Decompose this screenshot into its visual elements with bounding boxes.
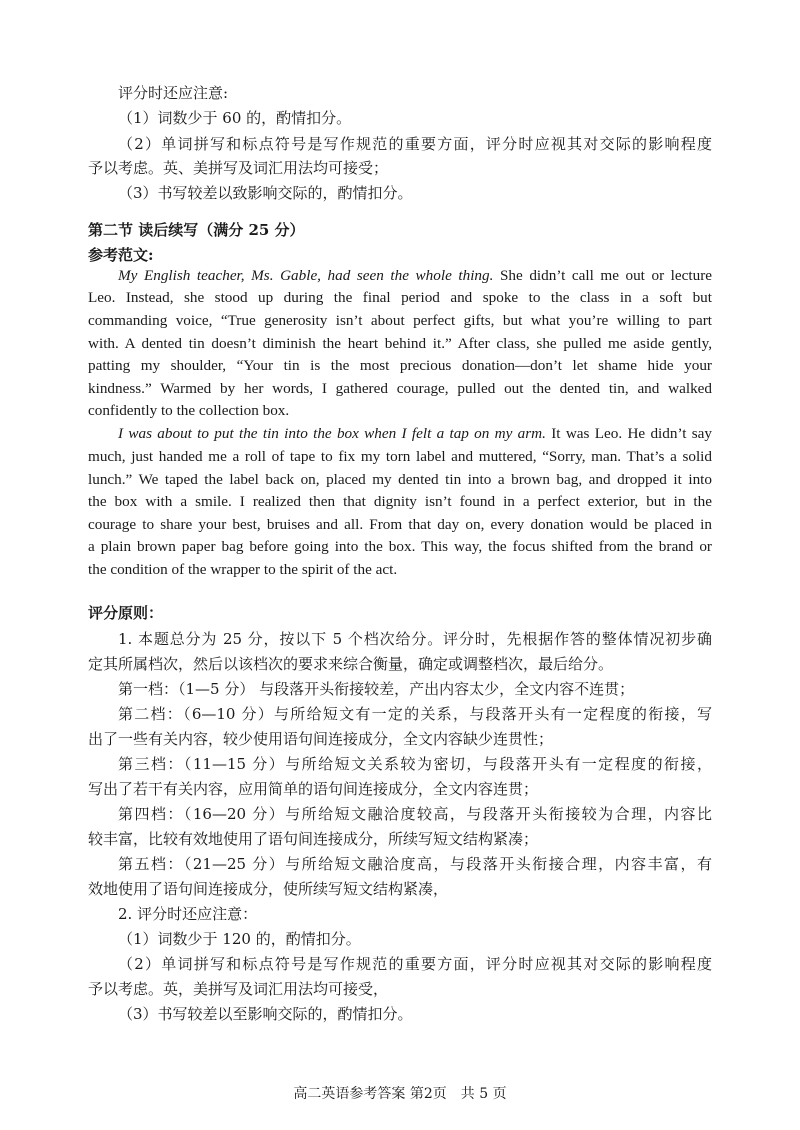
essay-p1-line1 — [118, 267, 712, 285]
essay-p1-line4: with. A dented tin doesn’t diminish the heart behind it.” After class, she pulled me aside gently, — [88, 335, 712, 352]
level2-criteria-line1: 第二档：（6—10 分）与所给短文有一定的关系，与段落开头有一定程度的衔接，写 — [118, 705, 712, 723]
essay-p1-line3: commanding voice, “True generosity isn’t about perfect gifts, but what you’re willing to part — [88, 312, 712, 329]
scoring-note-spelling-line1: （2）单词拼写和标点符号是写作规范的重要方面，评分时应视其对交际的影响程度 — [118, 955, 712, 973]
scoring-note-word-count: （1）词数少于 120 的，酌情扣分。 — [118, 930, 361, 948]
level3-criteria-line2: 写出了若干有关内容，应用简单的语句间连接成分，全文内容连贯； — [88, 780, 539, 798]
level3-criteria-line1: 第三档：（11—15 分）与所给短文关系较为密切，与段落开头有一定程度的衔接， — [118, 755, 712, 773]
essay-p1-lead-sentence: My English teacher, Ms. Gable, had seen the whole thing. — [118, 267, 494, 284]
essay-p2-line5: courage to share your best, bruises and all. From that day on, every donation would be placed in — [88, 516, 712, 533]
scoring-title: 评分原则： — [88, 604, 164, 622]
page-footer: 高二英语参考答案 第2页 共 5 页 — [293, 1086, 507, 1102]
level5-criteria-line2: 效地使用了语句间连接成分，使所续写短文结构紧凑， — [88, 880, 449, 898]
scoring-note-spelling-line2: 予以考虑。英，美拼写及词汇用法均可接受， — [88, 980, 389, 998]
essay-p1-line2: Leo. Instead, she stood up during the final period and spoke to the class in a soft but — [88, 289, 712, 306]
scoring-p1-line2: 定其所属档次，然后以该档次的要求来综合衡量，确定或调整档次，最后给分。 — [88, 655, 614, 673]
level5-criteria-line1: 第五档：（21—25 分）与所给短文融洽度高，与段落开头衔接合理，内容丰富，有 — [118, 855, 712, 873]
scoring-note-handwriting: （3）书写较差以至影响交际的，酌情扣分。 — [118, 1005, 413, 1023]
level1-criteria: 第一档：（1—5 分） 与段落开头衔接较差，产出内容太少，全文内容不连贯； — [118, 680, 635, 698]
note-spelling-line2: 予以考虑。英、美拼写及词汇用法均可接受； — [88, 159, 389, 177]
essay-p2-line3: lunch.” We taped the label back on, placed my dented tin into a brown bag, and dropped it into — [88, 471, 712, 488]
scoring-p1-line1: 1. 本题总分为 25 分，按以下 5 个档次给分。评分时，先根据作答的整体情况初步确 — [118, 630, 712, 648]
essay-p2-line1-rest: It was Leo. He didn’t say — [545, 425, 713, 442]
level4-criteria-line2: 较丰富，比较有效地使用了语句间连接成分，所续写短文结构紧凑； — [88, 830, 539, 848]
section2-title: 第二节 读后续写（满分 25 分） — [88, 221, 305, 239]
essay-p2-line2: much, just handed me a roll of tape to fix my torn label and muttered, “Sorry, man. That’s a solid — [88, 448, 712, 465]
level4-criteria-line1: 第四档：（16—20 分）与所给短文融洽度较高，与段落开头衔接较为合理，内容比 — [118, 805, 712, 823]
essay-p1-line5: patting my shoulder, “Your tin is the most precious donation—don’t let shame hide your — [88, 357, 712, 374]
notes-heading: 评分时还应注意: — [118, 84, 229, 102]
note-spelling-line1: （2）单词拼写和标点符号是写作规范的重要方面，评分时应视其对交际的影响程度 — [118, 135, 712, 153]
essay-p1-line7: confidently to the collection box. — [88, 402, 290, 419]
scoring-notes-heading: 2. 评分时还应注意： — [118, 905, 258, 923]
essay-p2-line4: the box with a smile. I realized then that dignity isn’t found in a perfect exterior, but in the — [88, 493, 712, 510]
essay-p2-line6: a plain brown paper bag before going into the box. This way, the focus shifted from the brand or — [88, 538, 712, 555]
note-handwriting: （3）书写较差以致影响交际的，酌情扣分。 — [118, 184, 413, 202]
sample-essay-label: 参考范文: — [88, 246, 154, 264]
level2-criteria-line2: 出了一些有关内容，较少使用语句间连接成分，全文内容缺少连贯性； — [88, 730, 554, 748]
note-word-count: （1）词数少于 60 的，酌情扣分。 — [118, 109, 352, 127]
essay-p1-line1-rest: She didn’t call me out or lecture — [493, 267, 712, 284]
essay-p1-line6: kindness.” Warmed by her words, I gathered courage, pulled out the dented tin, and walked — [88, 380, 712, 397]
essay-p2-line1 — [118, 425, 712, 443]
essay-p2-line7: the condition of the wrapper to the spirit of the act. — [88, 561, 398, 578]
essay-p2-lead-sentence: I was about to put the tin into the box when I felt a tap on my arm. — [118, 425, 546, 442]
